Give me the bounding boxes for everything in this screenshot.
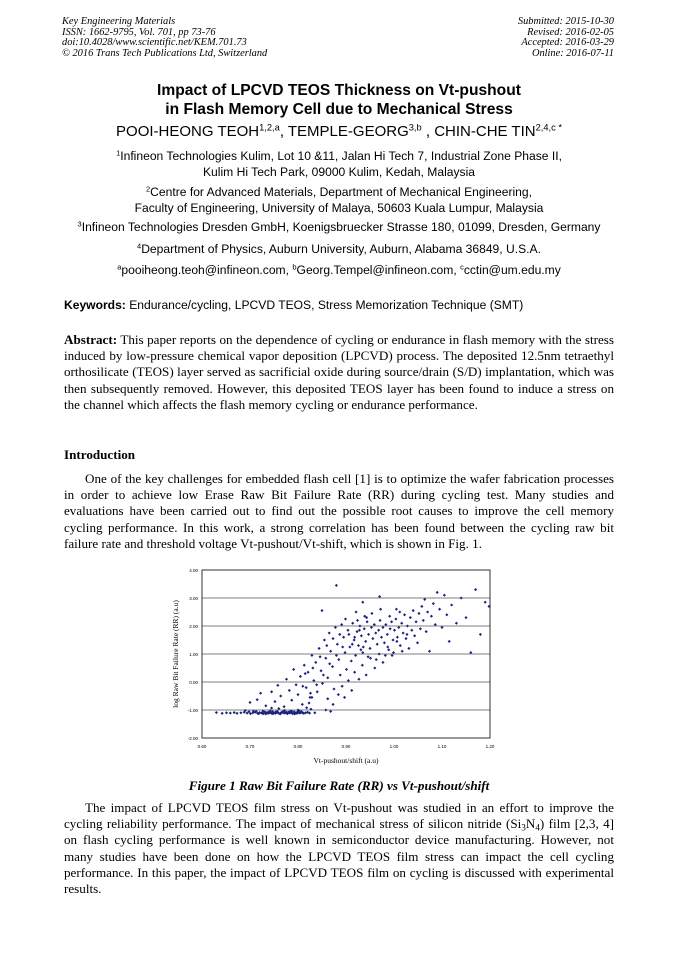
journal-issn: ISSN: 1662-9795, Vol. 701, pp 73-76 xyxy=(62,26,216,38)
publication-dates xyxy=(518,17,614,59)
y-axis-label: log Raw Bit Failure Rate (RR) (a.u) xyxy=(171,600,180,708)
journal-info xyxy=(62,17,267,59)
journal-copyright: © 2016 Trans Tech Publications Ltd, Switzerland xyxy=(62,47,268,59)
email-link[interactable]: Georg.Tempel@infineon.com, xyxy=(296,263,461,277)
y-tick-label: -2.00 xyxy=(187,736,198,741)
y-tick-label: 0.00 xyxy=(189,680,198,685)
date-revised: Revised: 2016-02-05 xyxy=(527,26,614,38)
paper-title xyxy=(0,81,678,119)
email-list: $^a$pooiheong.teoh@infineon.com, $^b$Georg.Tempel@infineon.com, $^c$cctin@um.edu.my xyxy=(117,262,561,277)
journal-doi: doi:10.4028/www.scientific.net/KEM.701.73 xyxy=(62,37,247,49)
scatter-plot xyxy=(164,563,504,768)
keywords-text: Endurance/cycling, LPCVD TEOS, Stress Memorization Technique (SMT) xyxy=(125,298,524,312)
journal-name: Key Engineering Materials xyxy=(62,16,176,27)
abstract-label: Abstract: xyxy=(64,332,118,347)
email-link[interactable]: pooiheong.teoh@infineon.com, xyxy=(121,263,293,277)
email-link[interactable]: cctin@um.edu.my xyxy=(463,263,561,277)
x-tick-labels xyxy=(198,744,495,749)
author-name: CHIN-CHE TIN xyxy=(434,123,536,140)
author-name: TEMPLE-GEORG xyxy=(287,123,409,140)
x-tick-label: 0.90 xyxy=(341,744,351,749)
y-tick-label: 4.00 xyxy=(189,568,198,573)
author-list: POOI-HEONG TEOH$^{1,2,a}$, TEMPLE-GEORG$^{3,b}$ , CHIN-CHE $TIN^{2,4,c *}$ xyxy=(116,122,562,140)
section-heading-introduction: Introduction xyxy=(64,447,136,462)
figure-1-caption: Figure 1 Raw Bit Failure Rate (RR) vs Vt-pushout/shift xyxy=(188,778,490,793)
abstract xyxy=(64,332,614,413)
y-tick-labels xyxy=(188,568,199,741)
y-tick-label: 2.00 xyxy=(189,624,198,629)
author-affiliation-mark: 1,2,a xyxy=(259,122,280,133)
date-accepted: Accepted: 2016-03-29 xyxy=(521,37,614,49)
x-tick-label: 1.00 xyxy=(389,744,399,749)
title-line-1: Impact of LPCVD TEOS Thickness on Vt-pushout xyxy=(157,82,521,99)
date-online: Online: 2016-07-11 xyxy=(531,47,614,59)
abstract-text: This paper reports on the dependence of cycling or endurance in flash memory with the stress induced by low-pressure chemical vapor deposition (LPCVD) process. The deposited 12.5nm tetraethyl orthosilicate (TEOS) layer served as sacrificial oxide during source/drain (S/D) implantation, which was then subsequently removed. However, this deposited TEOS layer has been found to induce a stress on the channel which affects the flash memory cycling or endurance performance. xyxy=(64,332,614,412)
intro-paragraph-1: One of the key challenges for embedded flash cell [1] is to optimize the wafer fabrication processes in order to achieve low Erase Raw Bit Failure Rate (RR) during cycling test. Many studies and evaluations have been carried out to find out the possible root causes to improve the cell memory cycling performance. In this work, a strong correlation has been found between the cycling raw bit failure rate and threshold voltage Vt-pushout/Vt-shift, which is shown in Fig. 1. xyxy=(64,471,614,551)
affiliation-3: $^3$Infineon Technologies Dresden GmbH, Koenigsbruecker Strasse 180, 01099, Dresden, Germany xyxy=(77,219,601,234)
affiliation-1: $^1$Infineon Technologies Kulim, Lot 10 &11, Jalan Hi Tech 7, Industrial Zone Phase II, Kulim Hi Tech Park, 09000 Kulim, Kedah, Malaysia xyxy=(116,148,562,179)
keywords-label: Keywords: xyxy=(64,298,126,312)
affiliation-2: $^2$Centre for Advanced Materials, Department of Mechanical Engineering, Faculty of Engineering, University of Malaya, 50603 Kuala Lumpur, Malaysia xyxy=(134,184,544,215)
x-tick-label: 0.60 xyxy=(197,744,207,749)
author-affiliation-mark: 2,4,c * xyxy=(535,122,562,133)
intro-paragraph-2: The impact of LPCVD TEOS film stress on Vt-pushout was studied in an effort to improve the cycling reliability performance. The impact of mechanical stress of silicon nitride $(Si_3N_4)$ film [2,3, 4] on flash cycling performance is well known in semiconductor device manufacturing. However, not many studies have been done on how the LPCVD TEOS film stress can impact the cell cycling performance. In this paper, the impact of LPCVD TEOS film on cycling is discussed with experimental results. xyxy=(64,800,614,897)
figure-1-chart xyxy=(164,563,504,768)
author-name: POOI-HEONG TEOH xyxy=(116,123,260,140)
affiliation-4: $^4$Department of Physics, Auburn University, Auburn, Alabama 36849, U.S.A. xyxy=(137,241,541,256)
date-submitted: Submitted: 2015-10-30 xyxy=(517,16,614,27)
keywords xyxy=(64,297,624,313)
y-tick-label: 1.00 xyxy=(189,652,198,657)
y-tick-label: 3.00 xyxy=(189,596,198,601)
x-axis-label: Vt-pushout/shift (a.u) xyxy=(313,756,379,765)
x-tick-label: 1.20 xyxy=(485,744,495,749)
x-tick-label: 0.80 xyxy=(293,744,303,749)
y-tick-label: -1.00 xyxy=(187,708,198,713)
author-affiliation-mark: 3,b xyxy=(408,122,422,133)
x-tick-label: 1.10 xyxy=(437,744,447,749)
x-tick-label: 0.70 xyxy=(245,744,255,749)
title-line-2: in Flash Memory Cell due to Mechanical Stress xyxy=(165,101,513,118)
